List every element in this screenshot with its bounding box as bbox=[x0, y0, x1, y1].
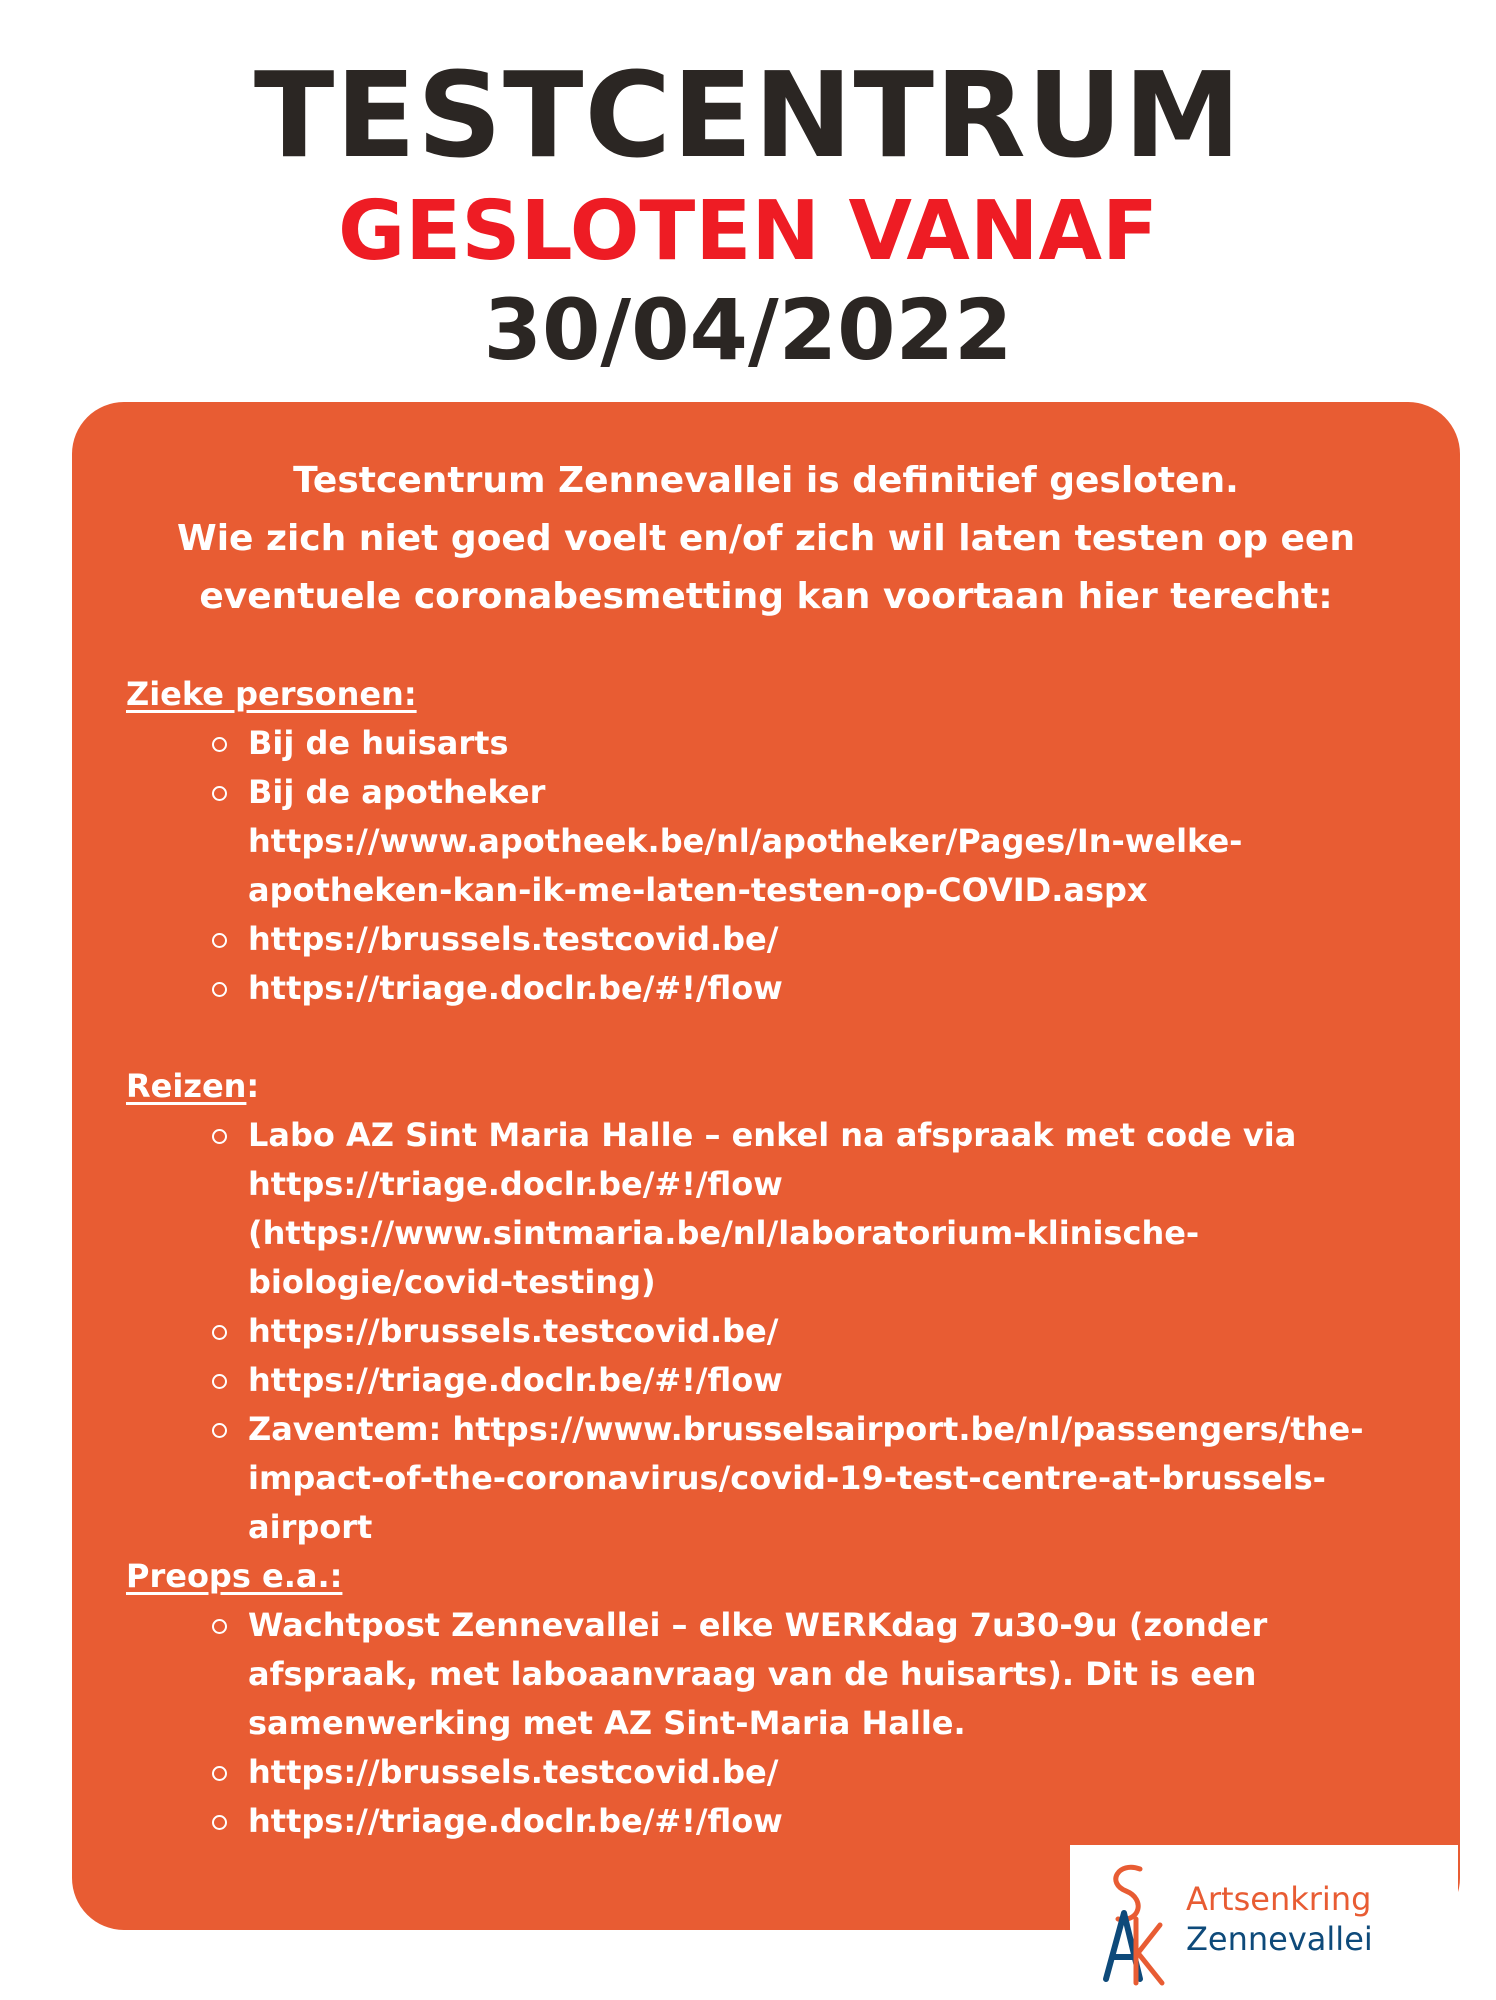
page-subtitle: GESLOTEN VANAF bbox=[338, 184, 1158, 279]
bullet-icon bbox=[212, 1815, 227, 1830]
sak-monogram-icon bbox=[1088, 1857, 1168, 1992]
section-preops bbox=[126, 1552, 1426, 1846]
item-link[interactable]: apotheken-kan-ik-me-laten-testen-op-COVID.aspx bbox=[248, 871, 1148, 909]
bullet-icon bbox=[212, 1619, 227, 1634]
heading-suffix: : bbox=[246, 1067, 260, 1105]
item-link[interactable]: airport bbox=[248, 1508, 373, 1546]
page-title: TESTCENTRUM bbox=[253, 46, 1243, 184]
list-item bbox=[126, 1601, 1426, 1748]
item-link[interactable]: https://triage.doclr.be/#!/flow bbox=[248, 969, 783, 1007]
bullet-icon bbox=[212, 1129, 227, 1144]
bullet-icon bbox=[212, 1766, 227, 1781]
section-heading-row bbox=[126, 1062, 1426, 1111]
section-heading: Preops e.a.: bbox=[126, 1557, 343, 1595]
item-text: Wachtpost Zennevallei – elke WERKdag 7u30-9u (zonder bbox=[248, 1606, 1268, 1644]
item-list bbox=[126, 1601, 1426, 1846]
logo-text bbox=[1186, 1879, 1373, 1959]
item-list bbox=[126, 719, 1426, 1013]
list-item bbox=[126, 1748, 1426, 1797]
item-link[interactable]: biologie/covid-testing) bbox=[248, 1263, 656, 1301]
list-item bbox=[126, 1797, 1426, 1846]
item-text: Bij de apotheker bbox=[248, 773, 546, 811]
item-link[interactable]: https://brussels.testcovid.be/ bbox=[248, 1753, 779, 1791]
info-card bbox=[72, 402, 1460, 1930]
item-text: Labo AZ Sint Maria Halle – enkel na afspraak met code via bbox=[248, 1116, 1297, 1154]
section-heading: Reizen bbox=[126, 1067, 247, 1105]
bullet-icon bbox=[212, 1374, 227, 1389]
section-reizen bbox=[126, 1062, 1426, 1552]
section-heading: Zieke personen: bbox=[126, 675, 417, 713]
item-link[interactable]: https://triage.doclr.be/#!/flow bbox=[248, 1165, 783, 1203]
item-link[interactable]: https://triage.doclr.be/#!/flow bbox=[248, 1802, 783, 1840]
intro-line: Wie zich niet goed voelt en/of zich wil laten testen op een bbox=[177, 518, 1355, 559]
intro-line: Testcentrum Zennevallei is definitief gesloten. bbox=[293, 460, 1239, 501]
item-link[interactable]: https://triage.doclr.be/#!/flow bbox=[248, 1361, 783, 1399]
item-link[interactable]: (https://www.sintmaria.be/nl/laboratorium-klinische- bbox=[248, 1214, 1200, 1252]
bullet-icon bbox=[212, 933, 227, 948]
list-item bbox=[126, 915, 1426, 964]
intro-line: eventuele coronabesmetting kan voortaan hier terecht: bbox=[199, 576, 1333, 617]
list-item bbox=[126, 1111, 1426, 1307]
bullet-icon bbox=[212, 982, 227, 997]
item-list bbox=[126, 1111, 1426, 1552]
logo-line-1: Artsenkring bbox=[1186, 1880, 1372, 1918]
list-item bbox=[126, 1356, 1426, 1405]
item-link[interactable]: https://brussels.testcovid.be/ bbox=[248, 920, 779, 958]
item-link[interactable]: https://brussels.testcovid.be/ bbox=[248, 1312, 779, 1350]
bullet-icon bbox=[212, 786, 227, 801]
item-text: afspraak, met laboaanvraag van de huisarts). Dit is een bbox=[248, 1655, 1257, 1693]
item-text: samenwerking met AZ Sint-Maria Halle. bbox=[248, 1704, 966, 1742]
list-item bbox=[126, 1405, 1426, 1552]
item-link[interactable]: Zaventem: https://www.brusselsairport.be/nl/passengers/the- bbox=[248, 1410, 1364, 1448]
closing-date: 30/04/2022 bbox=[483, 281, 1013, 379]
list-item bbox=[126, 719, 1426, 768]
artsenkring-logo bbox=[1070, 1845, 1458, 2000]
bullet-icon bbox=[212, 737, 227, 752]
list-item bbox=[126, 1307, 1426, 1356]
item-link[interactable]: impact-of-the-coronavirus/covid-19-test-centre-at-brussels- bbox=[248, 1459, 1326, 1497]
list-item bbox=[126, 964, 1426, 1013]
sections bbox=[126, 670, 1426, 1846]
list-item bbox=[126, 768, 1426, 915]
item-text: Bij de huisarts bbox=[248, 724, 509, 762]
item-link[interactable]: https://www.apotheek.be/nl/apotheker/Pages/In-welke- bbox=[248, 822, 1243, 860]
section-zieke-personen bbox=[126, 670, 1426, 1013]
logo-line-2: Zennevallei bbox=[1186, 1920, 1373, 1958]
bullet-icon bbox=[212, 1325, 227, 1340]
intro-text bbox=[72, 452, 1460, 626]
bullet-icon bbox=[212, 1423, 227, 1438]
